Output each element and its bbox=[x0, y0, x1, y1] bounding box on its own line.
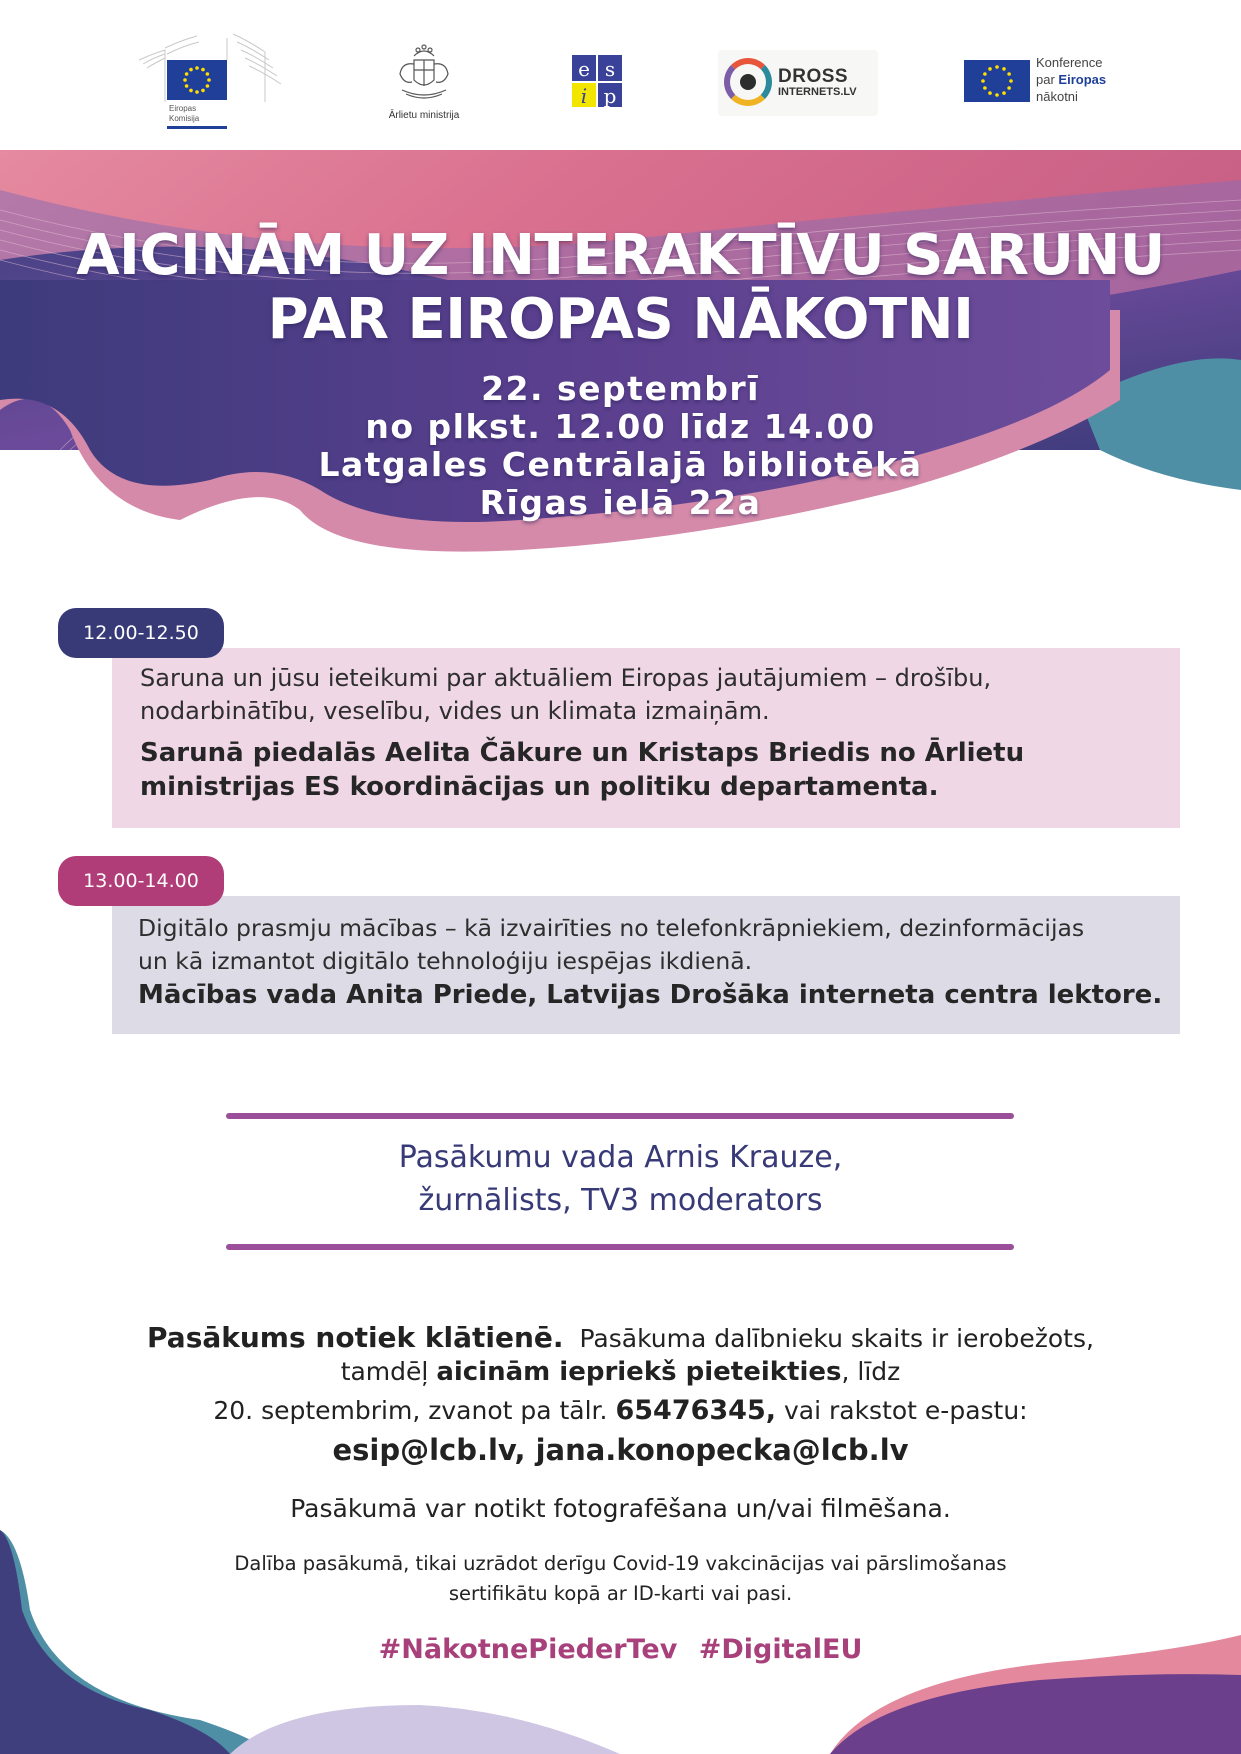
agenda-item-1-text bbox=[140, 662, 1160, 804]
cofe-logo-text bbox=[1036, 54, 1106, 105]
time-badge-1: 12.00-12.50 bbox=[58, 608, 224, 658]
agenda-2-desc-line1: Digitālo prasmju mācības – kā izvairīties no telefonkrāpniekiem, dezinformācijas bbox=[138, 914, 1085, 942]
agenda-1-speakers-line1: Sarunā piedalās Aelita Čākure un Kristaps Briedis no Ārlietu bbox=[140, 738, 1025, 768]
registration-paragraph-2 bbox=[0, 1356, 1241, 1388]
registration-paragraph-3 bbox=[0, 1393, 1241, 1429]
svg-text:s: s bbox=[604, 57, 616, 81]
ec-text-line2: Komisija bbox=[169, 114, 200, 123]
limited-seats-note: Pasākuma dalībnieku skaits ir ierobežots, bbox=[579, 1324, 1094, 1353]
ec-text-line1: Eiropas bbox=[169, 104, 197, 113]
cofe-line2 bbox=[1036, 71, 1106, 88]
hero-title-line2: PAR EIROPAS NĀKOTNI bbox=[267, 287, 974, 352]
divider-bottom bbox=[226, 1244, 1014, 1250]
event-details bbox=[0, 370, 1241, 522]
svg-text:p: p bbox=[603, 84, 617, 108]
time-badge-2: 13.00-14.00 bbox=[58, 856, 224, 906]
register-call: aicinām iepriekš pieteikties bbox=[436, 1357, 842, 1387]
hero-banner bbox=[0, 150, 1241, 560]
hashtags bbox=[0, 1634, 1241, 1665]
eu-flag-icon bbox=[964, 60, 1030, 102]
reg-p2-end: , līdz bbox=[841, 1357, 901, 1386]
agenda-1-speakers bbox=[140, 736, 1160, 804]
agenda-item-2-text bbox=[138, 912, 1178, 1012]
ec-underline bbox=[167, 126, 227, 129]
cofe-line1: Konference bbox=[1036, 55, 1103, 70]
agenda-1-desc-line2: nodarbinātību, veselību, vides un klimata izmaiņām. bbox=[140, 697, 770, 725]
agenda-2-desc-line2: un kā izmantot digitālo tehnoloģiju iespējas ikdienā. bbox=[138, 947, 753, 975]
mfa-logo-text: Ārlietu ministrija bbox=[388, 110, 460, 121]
covid-notice bbox=[0, 1549, 1241, 1609]
reg-p2-start: tamdēļ bbox=[340, 1357, 437, 1386]
event-date: 22. septembrī bbox=[481, 369, 760, 408]
event-venue: Latgales Centrālajā bibliotēkā bbox=[318, 445, 923, 484]
moderator-info bbox=[0, 1136, 1241, 1222]
registration-paragraph-1 bbox=[0, 1322, 1241, 1355]
moderator-line2: žurnālists, TV3 moderators bbox=[418, 1183, 823, 1218]
svg-text:e: e bbox=[578, 57, 590, 81]
contact-emails: esip@lcb.lv, jana.konopecka@lcb.lv bbox=[332, 1433, 909, 1467]
drossinternets-logo bbox=[718, 50, 878, 116]
latvia-coat-of-arms-icon bbox=[394, 42, 454, 102]
agenda-1-desc-line1: Saruna un jūsu ieteikumi par aktuāliem Eiropas jautājumiem – drošību, bbox=[140, 664, 992, 692]
reg-p3-end: vai rakstot e-pastu: bbox=[776, 1396, 1028, 1425]
svg-text:i: i bbox=[580, 84, 588, 108]
agenda-1-speakers-line2: ministrijas ES koordinācijas un politiku departamenta. bbox=[140, 772, 939, 802]
ec-logo-text bbox=[169, 104, 199, 124]
hashtag-2: #DigitalEU bbox=[698, 1634, 863, 1665]
phone-number: 65476345, bbox=[615, 1395, 777, 1426]
ministry-foreign-affairs-logo bbox=[383, 42, 465, 122]
cofe-line2-bold: Eiropas bbox=[1058, 72, 1107, 87]
hero-title bbox=[0, 224, 1241, 352]
agenda-2-speakers: Mācības vada Anita Priede, Latvijas Drošāka interneta centra lektore. bbox=[138, 980, 1163, 1010]
cofe-line3: nākotni bbox=[1036, 89, 1078, 104]
covid-line1: Dalība pasākumā, tikai uzrādot derīgu Covid-19 vakcinācijas vai pārslimošanas bbox=[234, 1552, 1007, 1575]
moderator-line1: Pasākumu vada Arnis Krauze, bbox=[398, 1140, 843, 1175]
event-address: Rīgas ielā 22a bbox=[479, 483, 762, 522]
attendance-note: Pasākums notiek klātienē. bbox=[147, 1321, 564, 1354]
dross-ring-icon bbox=[724, 58, 772, 106]
cofe-line2-prefix: par bbox=[1036, 72, 1059, 87]
partner-logos bbox=[0, 0, 1241, 150]
covid-line2: sertifikātu kopā ar ID-karti vai pasi. bbox=[448, 1582, 793, 1605]
conference-future-europe-logo bbox=[964, 52, 1114, 112]
bottom-wave-background bbox=[0, 1500, 1241, 1754]
reg-p3-start: 20. septembrim, zvanot pa tālr. bbox=[213, 1396, 616, 1425]
esip-logo-icon bbox=[572, 55, 624, 109]
dross-logo-line1: DROSS bbox=[778, 66, 849, 87]
photo-notice: Pasākumā var notikt fotografēšana un/vai filmēšana. bbox=[290, 1494, 951, 1523]
european-commission-logo bbox=[137, 30, 282, 130]
hero-title-line1: AICINĀM UZ INTERAKTĪVU SARUNU bbox=[76, 223, 1165, 288]
hashtag-1: #NākotnePiederTev bbox=[378, 1634, 678, 1665]
eu-flag-icon bbox=[167, 60, 227, 100]
dross-logo-line2: INTERNETS.LV bbox=[778, 86, 857, 98]
divider-top bbox=[226, 1113, 1014, 1119]
event-time: no plkst. 12.00 līdz 14.00 bbox=[365, 407, 876, 446]
